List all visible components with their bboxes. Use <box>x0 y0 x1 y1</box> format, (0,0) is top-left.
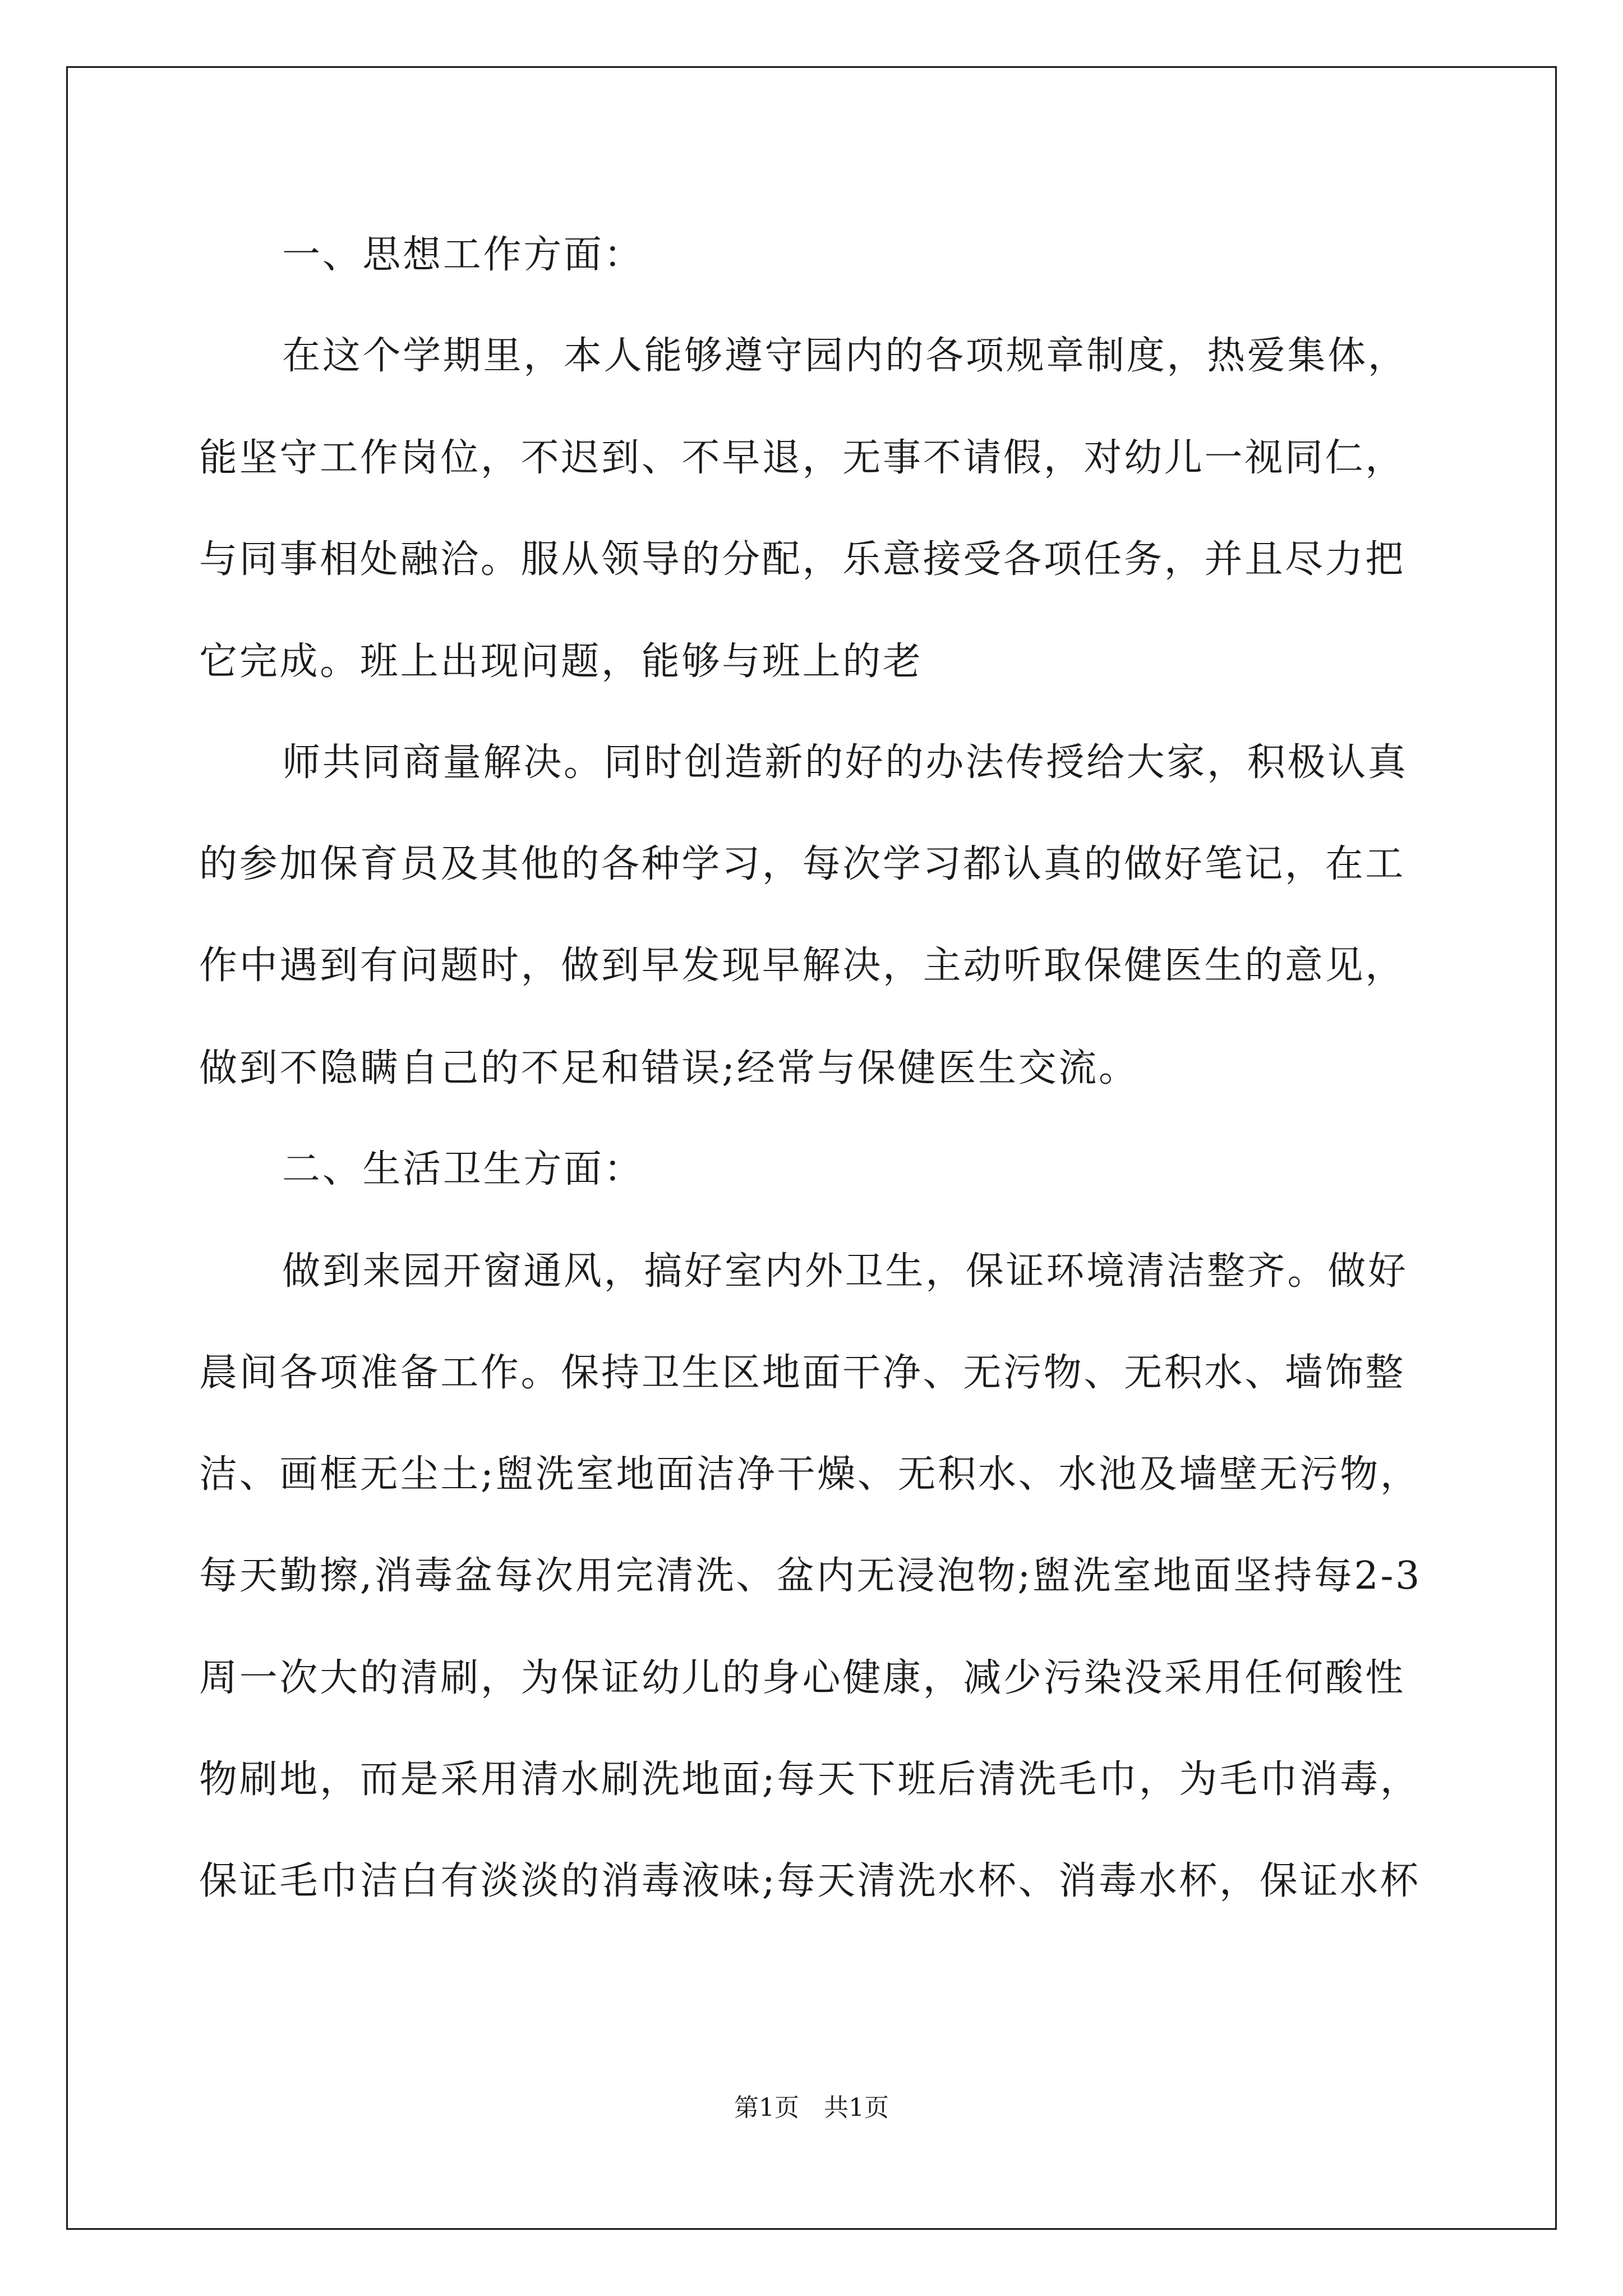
paragraph-line: 师共同商量解决。同时创造新的好的办法传授给大家，积极认真 <box>282 740 1408 785</box>
paragraph-line: 做到不隐瞒自己的不足和错误;经常与保健医生交流。 <box>199 1046 1139 1091</box>
paragraph-line: 在这个学期里，本人能够遵守园内的各项规章制度，热爱集体， <box>282 334 1408 378</box>
paragraph-line: 做到来园开窗通风，搞好室内外卫生，保证环境清洁整齐。做好 <box>282 1249 1408 1294</box>
paragraph-line: 与同事相处融洽。服从领导的分配，乐意接受各项任务，并且尽力把 <box>199 537 1406 582</box>
paragraph-line: 物刷地，而是采用清水刷洗地面;每天下班后清洗毛巾，为毛巾消毒， <box>199 1757 1421 1802</box>
paragraph-line: 洁、画框无尘土;盥洗室地面洁净干燥、无积水、水池及墙壁无污物， <box>199 1452 1421 1497</box>
paragraph-line: 晨间各项准备工作。保持卫生区地面干净、无污物、无积水、墙饰整 <box>199 1351 1406 1395</box>
section-heading-hygiene: 二、生活卫生方面： <box>282 1147 644 1191</box>
paragraph-line: 它完成。班上出现问题，能够与班上的老 <box>199 639 923 684</box>
page-number-footer: 第1页 共1页 <box>734 2093 889 2122</box>
paragraph-line: 保证毛巾洁白有淡淡的消毒液味;每天清洗水杯、消毒水杯，保证水杯 <box>199 1859 1421 1903</box>
paragraph-line: 每天勤擦,消毒盆每次用完清洗、盆内无浸泡物;盥洗室地面坚持每2-3 <box>199 1554 1422 1598</box>
section-heading-ideology: 一、思想工作方面： <box>282 233 644 277</box>
paragraph-line: 周一次大的清刷，为保证幼儿的身心健康，减少污染没采用任何酸性 <box>199 1656 1406 1700</box>
paragraph-line: 能坚守工作岗位，不迟到、不早退，无事不请假，对幼儿一视同仁， <box>199 436 1406 480</box>
paragraph-line: 作中遇到有问题时，做到早发现早解决，主动听取保健医生的意见， <box>199 944 1406 988</box>
paragraph-line: 的参加保育员及其他的各种学习，每次学习都认真的做好笔记，在工 <box>199 842 1406 886</box>
